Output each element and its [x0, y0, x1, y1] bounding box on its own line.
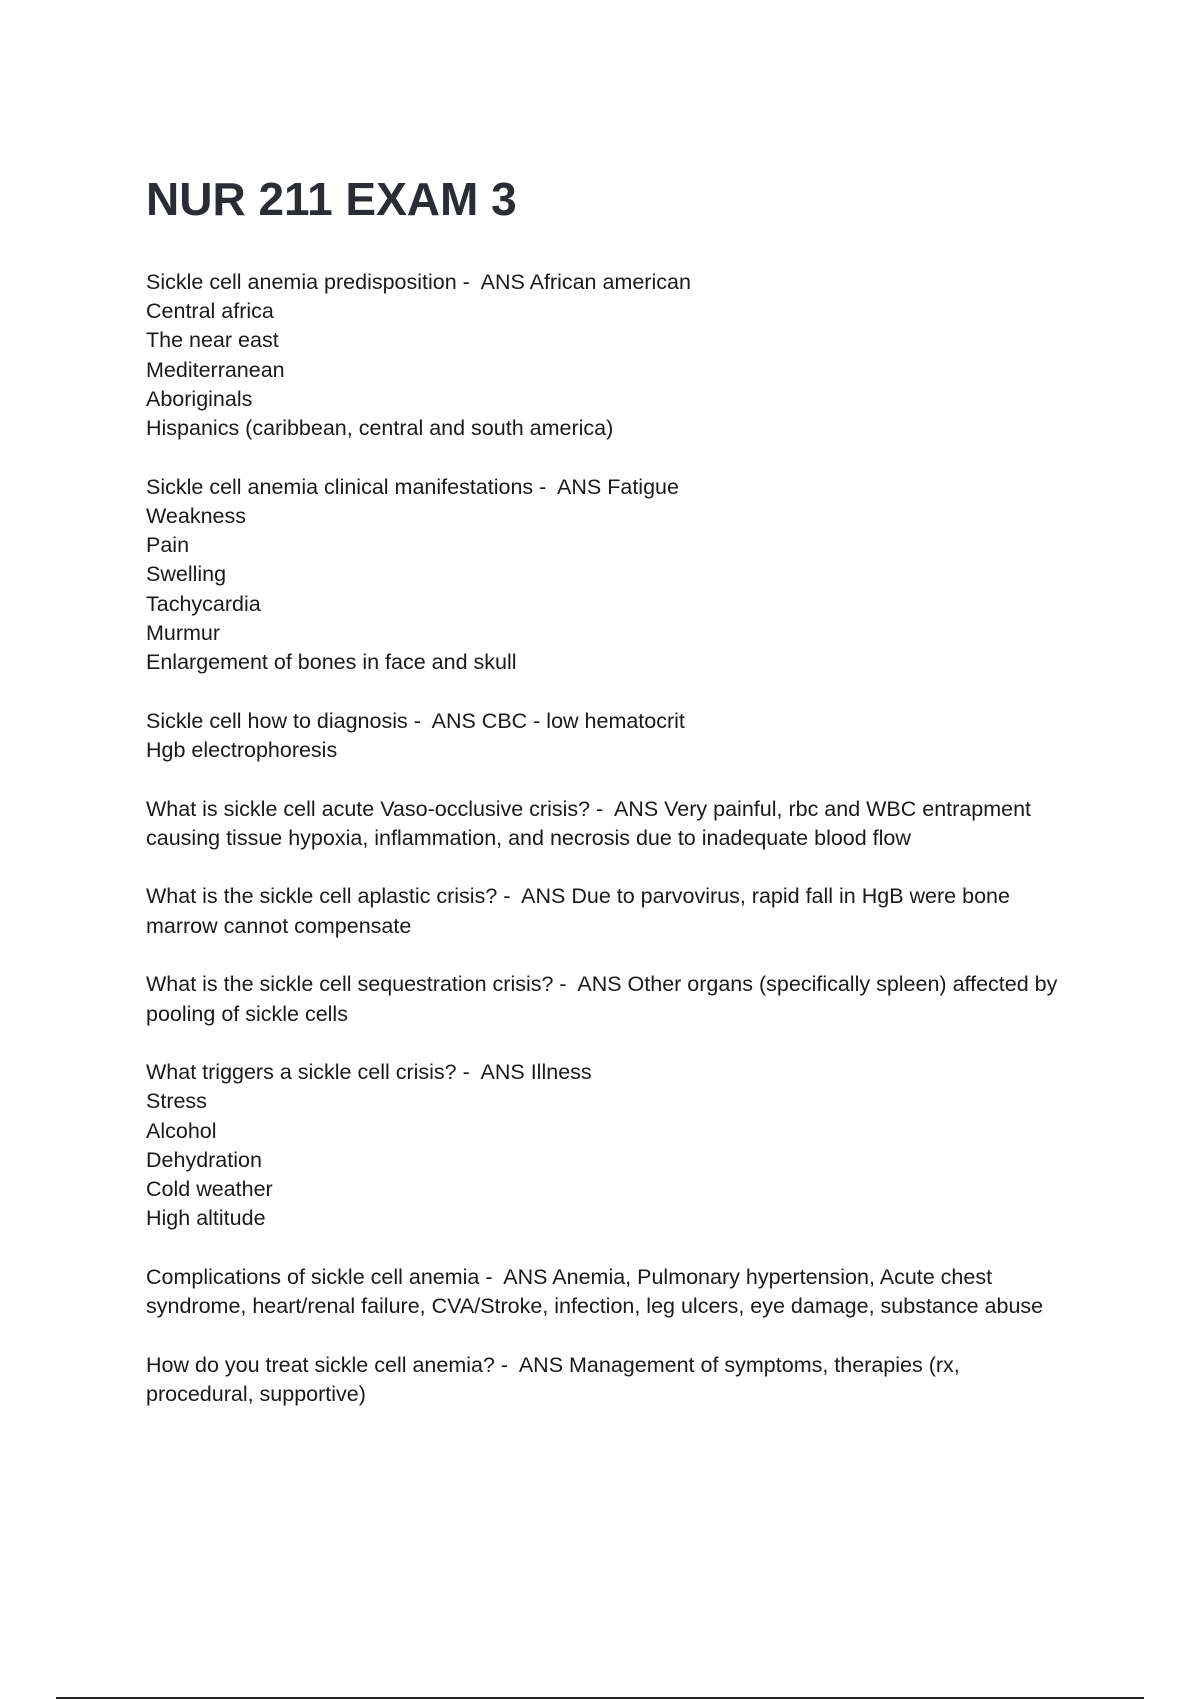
qa-line: Hgb electrophoresis	[146, 737, 338, 762]
qa-line: Swelling	[146, 562, 227, 587]
qa-line: Enlargement of bones in face and skull	[146, 649, 517, 674]
qa-entry-predisposition	[146, 268, 1106, 443]
qa-line: Alcohol	[146, 1118, 217, 1143]
qa-line: Central africa	[146, 299, 274, 324]
qa-entry-crisis-triggers	[146, 1058, 1106, 1233]
qa-line: Dehydration	[146, 1147, 262, 1172]
qa-line: Sickle cell anemia predisposition - ANS African american	[146, 270, 691, 294]
qa-line: Mediterranean	[146, 357, 285, 382]
qa-line: causing tissue hypoxia, inflammation, and necrosis due to inadequate blood flow	[146, 825, 911, 850]
qa-line: Cold weather	[146, 1177, 273, 1202]
qa-line: Sickle cell how to diagnosis - ANS CBC - low hematocrit	[146, 708, 685, 733]
qa-entry-aplastic-crisis	[146, 882, 1106, 940]
qa-line: What triggers a sickle cell crisis? - ANS Illness	[146, 1060, 592, 1085]
qa-line: Pain	[146, 533, 190, 558]
footer-divider	[56, 1697, 1144, 1699]
qa-entry-clinical-manifestations	[146, 473, 1106, 677]
qa-line: pooling of sickle cells	[146, 1001, 348, 1026]
qa-line: High altitude	[146, 1206, 266, 1231]
qa-line: The near east	[146, 328, 279, 353]
qa-line: What is sickle cell acute Vaso-occlusive crisis? - ANS Very painful, rbc and WBC entrapment	[146, 796, 1032, 821]
qa-line: Weakness	[146, 503, 246, 528]
qa-entry-diagnosis	[146, 707, 1106, 765]
qa-line: Aboriginals	[146, 386, 253, 411]
qa-entry-vaso-occlusive-crisis	[146, 795, 1106, 853]
qa-line: Hispanics (caribbean, central and south america)	[146, 416, 614, 441]
qa-line: Complications of sickle cell anemia - ANS Anemia, Pulmonary hypertension, Acute chest	[146, 1264, 993, 1289]
qa-line: Stress	[146, 1089, 207, 1114]
qa-list	[146, 268, 1106, 1439]
qa-line: What is the sickle cell sequestration crisis? - ANS Other organs (specifically spleen) affected by	[146, 972, 1058, 997]
qa-line: Tachycardia	[146, 591, 261, 616]
qa-line: Sickle cell anemia clinical manifestations - ANS Fatigue	[146, 474, 679, 499]
qa-line: marrow cannot compensate	[146, 913, 412, 938]
qa-line: syndrome, heart/renal failure, CVA/Stroke, infection, leg ulcers, eye damage, substance abuse	[146, 1294, 1044, 1319]
qa-line: procedural, supportive)	[146, 1382, 366, 1407]
qa-line: What is the sickle cell aplastic crisis? - ANS Due to parvovirus, rapid fall in HgB were bone	[146, 884, 1010, 909]
page-title: NUR 211 EXAM 3	[146, 173, 517, 225]
qa-line: How do you treat sickle cell anemia? - ANS Management of symptoms, therapies (rx,	[146, 1352, 960, 1377]
qa-entry-treatment	[146, 1351, 1106, 1409]
qa-entry-complications	[146, 1263, 1106, 1321]
qa-entry-sequestration-crisis	[146, 970, 1106, 1028]
qa-line: Murmur	[146, 620, 221, 645]
